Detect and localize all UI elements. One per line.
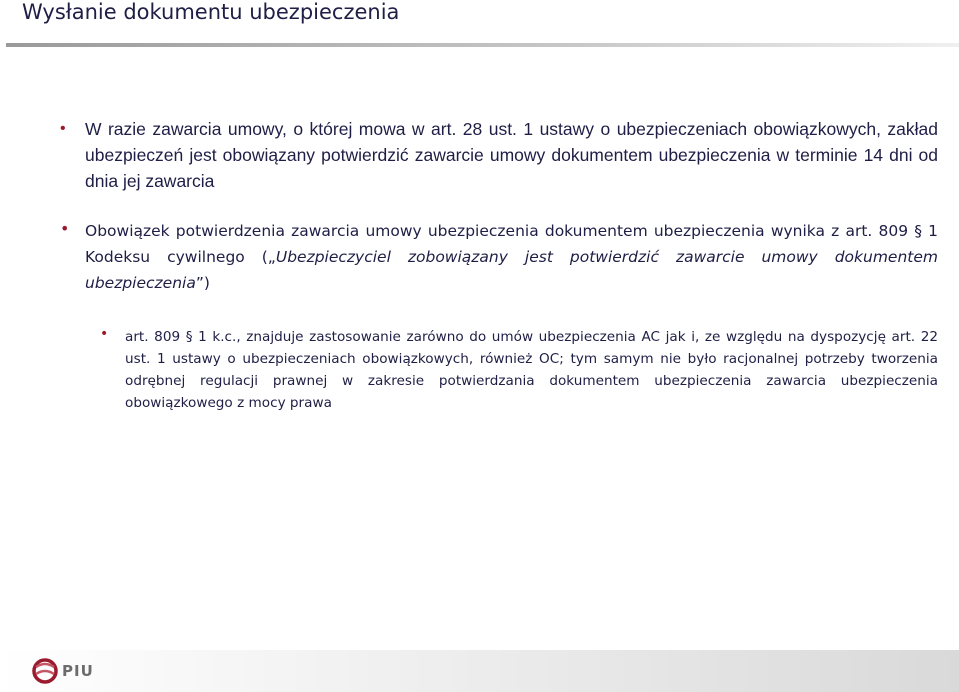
bullet-dot-icon: • — [60, 120, 66, 137]
bullet-text: Obowiązek potwierdzenia zawarcia umowy ubezpieczenia dokumentem ubezpieczenia wynika z art. 809 § 1 Kodeksu cywilnego („ — [85, 222, 938, 266]
piu-logo-icon — [32, 658, 60, 684]
bullet-dot-icon: • — [60, 219, 70, 238]
logo-text: PIU — [62, 662, 94, 680]
bullet-item-1 — [60, 116, 938, 194]
footer-logo — [32, 658, 94, 684]
footer-bar — [0, 650, 959, 692]
slide-title: Wysłanie dokumentu ubezpieczenia — [22, 0, 400, 24]
sub-bullet-item — [100, 326, 938, 414]
bullet-text-end: ”) — [195, 274, 210, 292]
title-divider — [6, 43, 959, 47]
bullet-text: W razie zawarcia umowy, o której mowa w art. 28 ust. 1 ustawy o ubezpieczeniach obowiązkowych, zakład ubezpieczeń jest obowiązany potwierdzić zawarcie umowy dokumentem ubezpieczenia w terminie 14 dni od dnia jej zawarcia — [85, 119, 938, 191]
sub-bullet-text: art. 809 § 1 k.c., znajduje zastosowanie zarówno do umów ubezpieczenia AC jak i, ze względu na dyspozycję art. 22 ust. 1 ustawy o ubezpieczeniach obowiązkowych, również OC; tym samym nie było racjonalnej potrzeby tworzenia odrębnej regulacji prawnej w zakresie potwierdzania dokumentem ubezpieczenia zawarcia ubezpieczenia obowiązkowego z mocy prawa — [125, 329, 938, 411]
bullet-dot-icon: • — [100, 326, 109, 342]
bullet-item-2 — [60, 218, 938, 296]
slide-content — [60, 116, 938, 414]
bullet-quote: Ubezpieczyciel zobowiązany jest potwierdzić zawarcie umowy dokumentem ubezpieczenia — [85, 248, 939, 292]
